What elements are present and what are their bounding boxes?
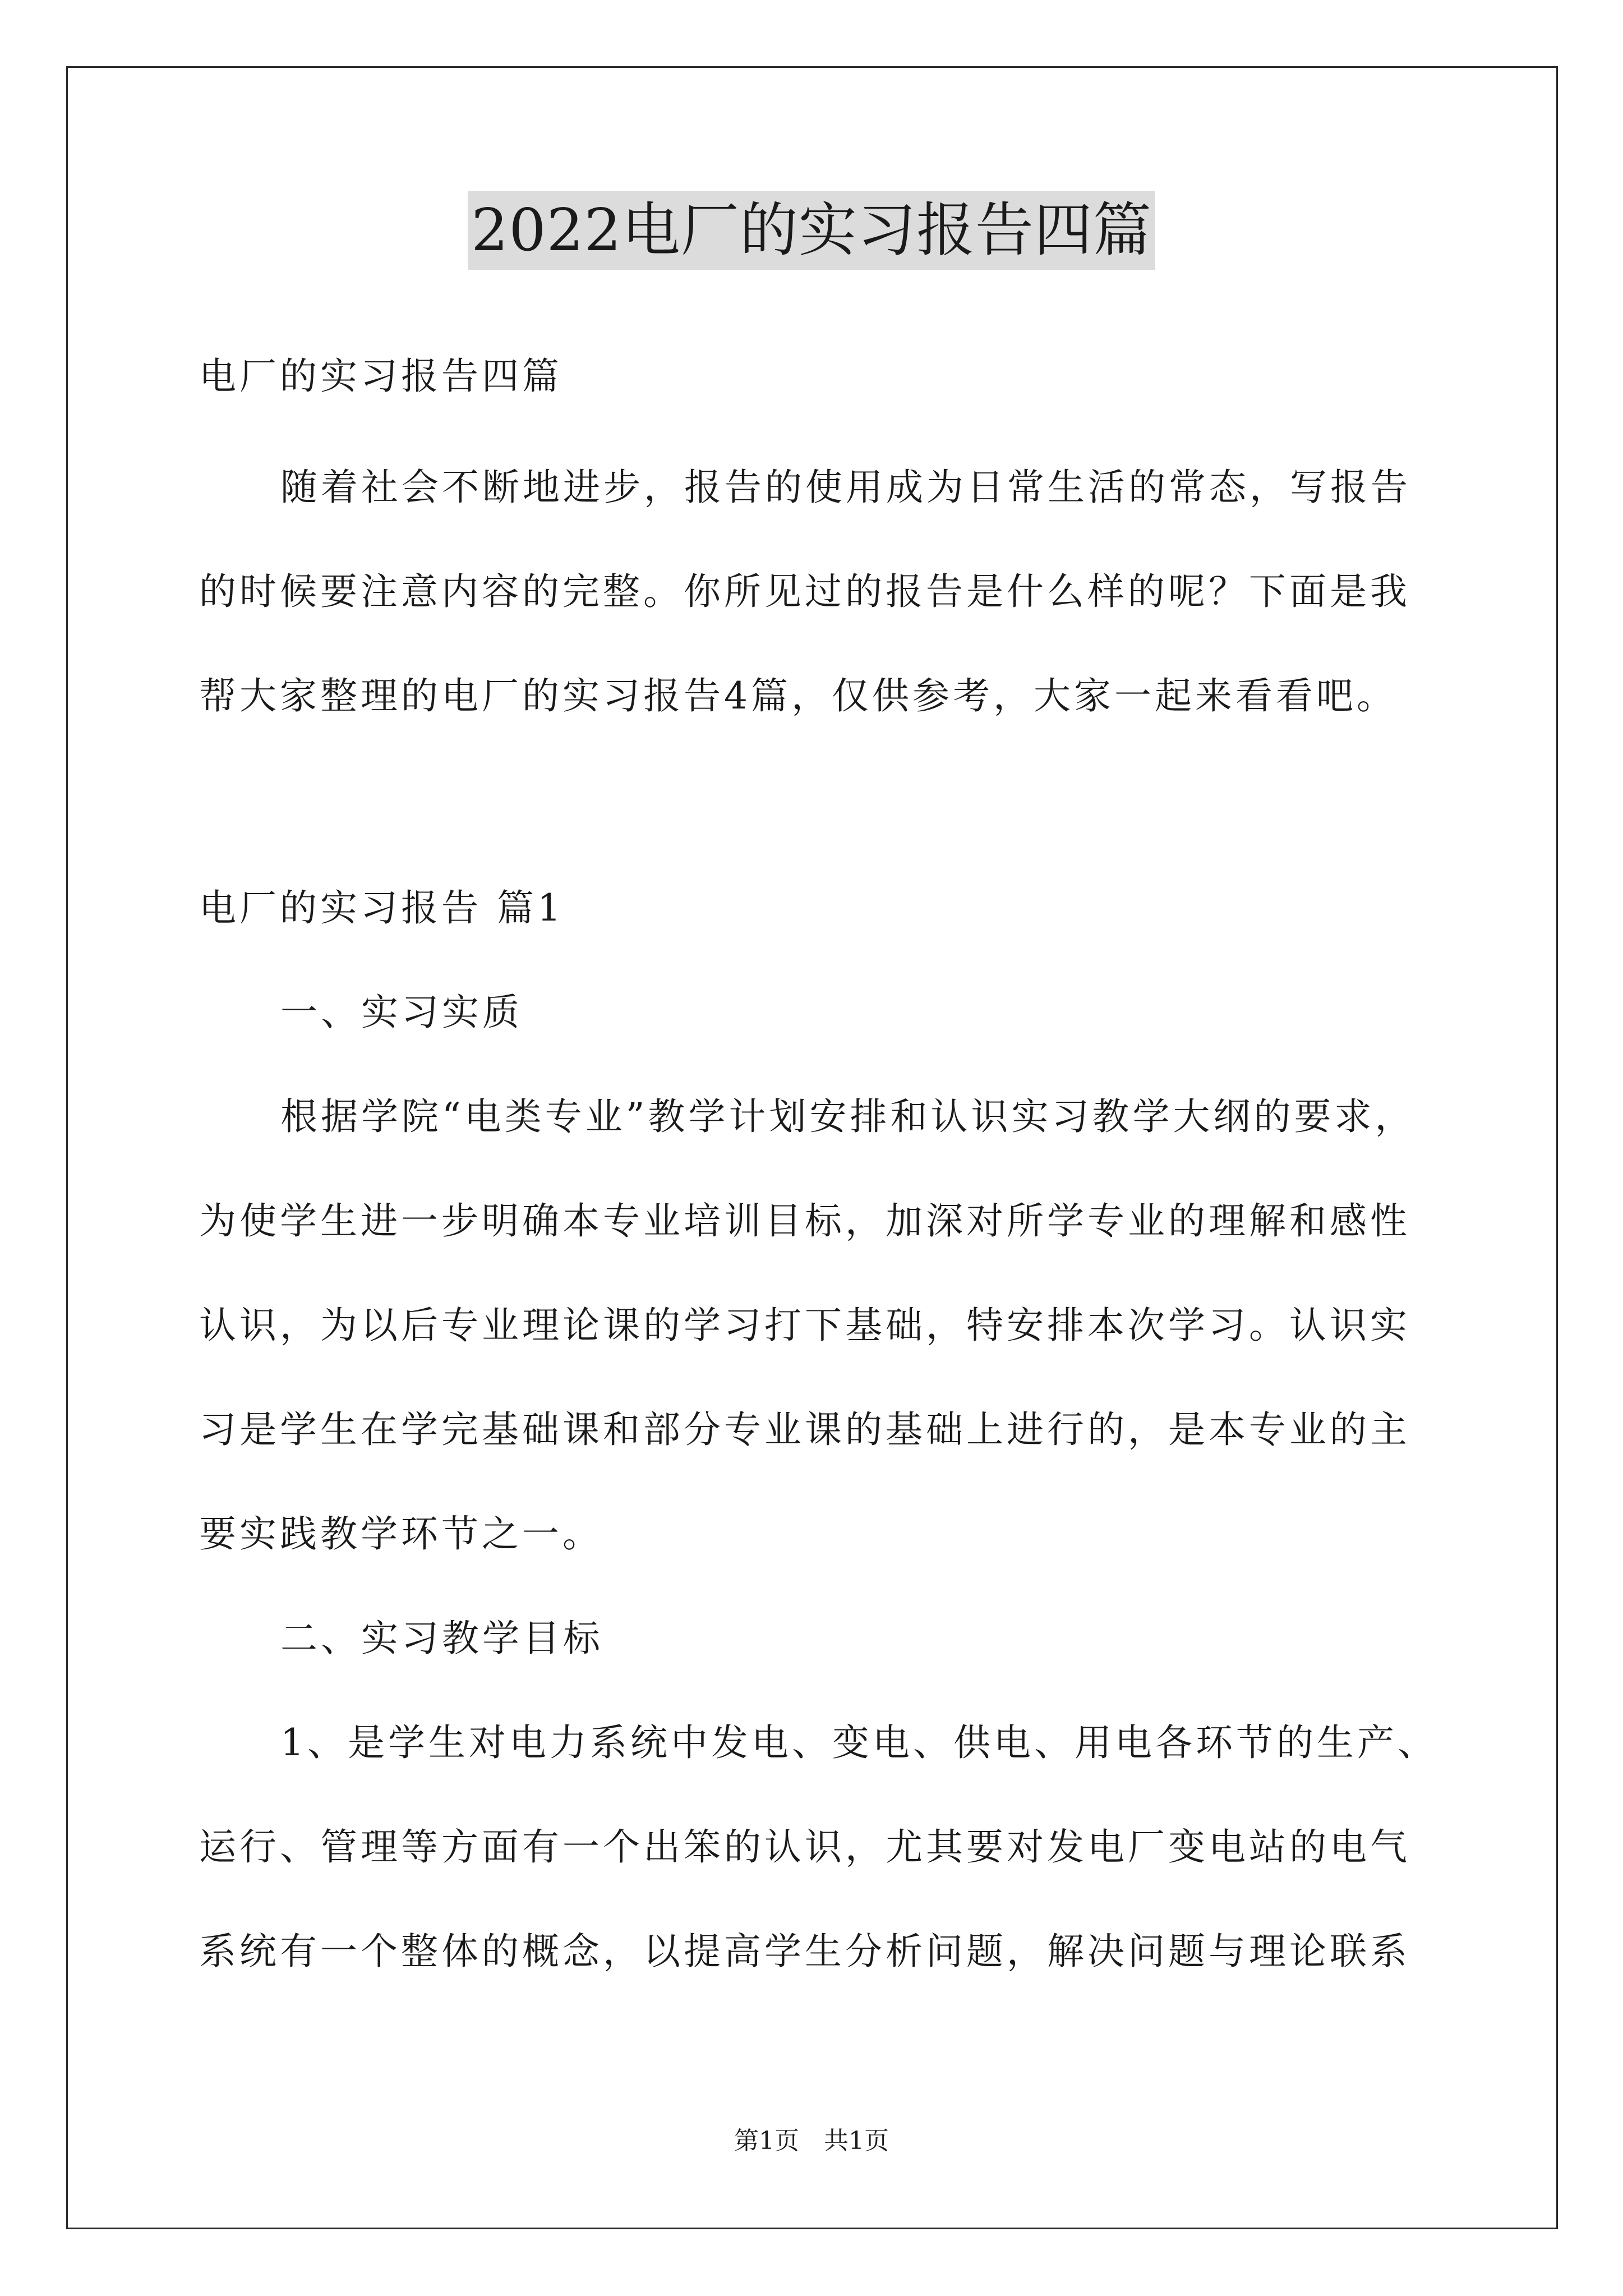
intro-line-2: 的时候要注意内容的完整。你所见过的报告是什么样的呢？下面是我 (199, 570, 1410, 613)
title-container (0, 191, 1623, 270)
intro-line-1: 随着社会不断地进步，报告的使用成为日常生活的常态，写报告 (280, 466, 1411, 509)
body-line-4: 习是学生在学完基础课和部分专业课的基础上进行的，是本专业的主 (199, 1408, 1410, 1451)
subheading-goals: 二、实习教学目标 (280, 1617, 603, 1660)
body-line-5: 要实践教学环节之一。 (199, 1512, 603, 1556)
goal-line-2: 运行、管理等方面有一个出笨的认识，尤其要对发电厂变电站的电气 (199, 1825, 1410, 1869)
body-line-1: 根据学院“电类专业”教学计划安排和认识实习教学大纲的要求， (280, 1095, 1415, 1138)
goal-line-1: 1、是学生对电力系统中发电、变电、供电、用电各环节的生产、 (280, 1721, 1438, 1764)
body-line-3: 认识，为以后专业理论课的学习打下基础，特安排本次学习。认识实 (199, 1304, 1410, 1347)
subheading-purpose: 一、实习实质 (280, 991, 523, 1034)
section-heading-1: 电厂的实习报告 篇1 (199, 886, 564, 930)
goal-line-3: 系统有一个整体的概念，以提高学生分析问题，解决问题与理论联系 (199, 1930, 1410, 1973)
intro-line-3: 帮大家整理的电厂的实习报告4篇，仅供参考，大家一起来看看吧。 (199, 674, 1397, 717)
body-line-2: 为使学生进一步明确本专业培训目标，加深对所学专业的理解和感性 (199, 1199, 1410, 1243)
subtitle-line: 电厂的实习报告四篇 (199, 355, 562, 398)
document-title: 2022电厂的实习报告四篇 (468, 191, 1155, 270)
page-footer: 第1页 共1页 (734, 2127, 889, 2155)
